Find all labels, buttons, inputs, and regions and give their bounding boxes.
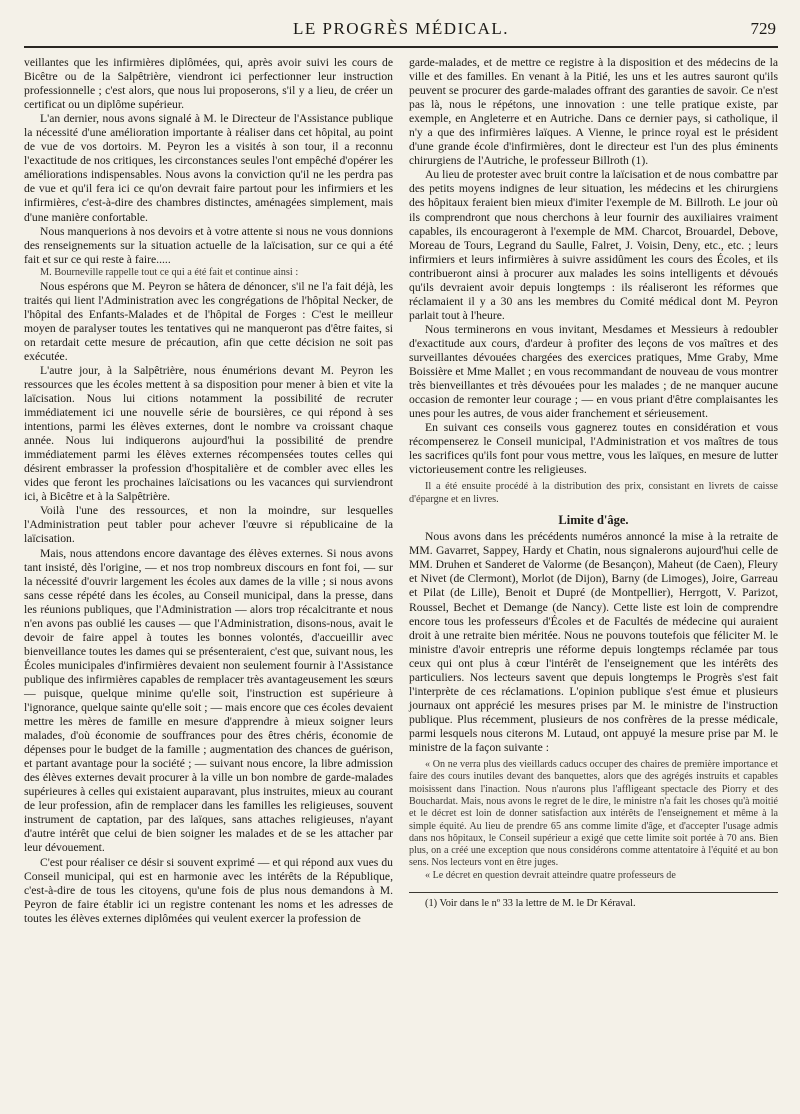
- article-paragraph: Nous terminerons en vous invitant, Mesdames et Messieurs à redoubler d'exactitude aux cours, d'ardeur à profiter des leçons de vos maîtres et des surveillantes dévouées chargées des exercices pratiques, Mme Graby, Mme Boissière et Mme Mallet ; en vous recommandant de nouveau de vous montrer très bienveillantes et très dévouées pour les malades ; de ne manquer aucune occasion de remonter leur courage ; — en vous priant d'être complaisantes les unes pour les autres, de vous aider franchement et sérieusement.: [409, 322, 778, 421]
- journal-title: LE PROGRÈS MÉDICAL.: [293, 19, 509, 38]
- article-paragraph: veillantes que les infirmières diplômées, qui, après avoir suivi les cours de Bicêtre ou de la Salpêtrière, viendront ici perfectionner leur instruction professionnelle ; c'est alors, que nous lui proposerons, s'il y a lieu, de créer un certificat ou un diplôme supérieur.: [24, 56, 393, 112]
- quoted-paragraph: « Le décret en question devrait atteindre quatre professeurs de: [425, 869, 676, 881]
- prize-note: Il a été ensuite procédé à la distribution des prix, consistant en livrets de caisse d'épargne et en livres.: [409, 481, 778, 506]
- editorial-note: M. Bourneville rappelle tout ce qui a été fait et continue ainsi :: [40, 266, 299, 278]
- article-paragraph: L'an dernier, nous avons signalé à M. le Directeur de l'Assistance publique la nécessité d'une amélioration importante à réaliser dans cet hôpital, au point de vue de vos dortoirs. M. Peyron les a visités à son tour, il a reconnu l'exactitude de nos critiques, les circonstances seules l'ont empêché d'opérer les améliorations indispensables. Nous avons la conviction qu'il ne les perdra pas de vue et qu'il fera ici ce qu'on devrait faire partout pour les infirmiers et les infirmières, c'est-à-dire des chambres distinctes, aménagées simplement, mais d'une manière confortable.: [24, 112, 393, 224]
- article-paragraph: Nous manquerions à nos devoirs et à votre attente si nous ne vous donnions des renseignements sur la situation actuelle de la laïcisation, sur ce qui a été fait et sur ce qui reste à faire.....: [24, 224, 393, 266]
- article-paragraph: En suivant ces conseils vous gagnerez toutes en considération et vous récompenserez le Conseil municipal, l'Administration et vos maîtres de tous les sacrifices qu'ils font pour vous mettre, vous les laïques, en mesure de lutter victorieusement contre les religieuses.: [409, 421, 778, 477]
- right-column: [409, 56, 778, 926]
- header-rule: [24, 46, 778, 48]
- article-paragraph: Nous avons dans les précédents numéros annoncé la mise à la retraite de MM. Gavarret, Sappey, Hardy et Chatin, nous signalerons aujourd'hui celle de MM. Druhen et Sanderet de Valorme (de Besançon), Maheut (de Caen), Fleury et Nivet (de Clermont), Morlot (de Dijon), Barny (de Limoges), Joire, Garreau et Pilat (de Lille), Benoit et Dupré (de Montpellier), Herrgott, V. Parizot, Roussel, Bechet et Demange (de Nancy). Cette liste est loin de comprendre encore tous les professeurs d'Écoles et de Facultés de médecine qui auraient droit à une retraite bien méritée. Nous ne pouvons toutefois que féliciter M. le ministre d'avoir entrepris une réforme depuis longtemps réclamée par tous ceux qui ont plus à cœur l'intérêt de l'enseignement que les intérêts des particuliers. Nos lecteurs savent que depuis longtemps le Progrès s'est fait l'interprète de ces réclamations. L'opinion publique s'est émue et plusieurs journaux ont apprécié les mesures prises par M. le ministre de l'instruction publique. Plus récemment, plusieurs de nos confrères de la presse médicale, parmi lesquels nous citerons M. Lutaud, ont appuyé la mesure prise par M. le ministre de la façon suivante :: [409, 530, 778, 754]
- page-header: [24, 14, 778, 48]
- article-paragraph: C'est pour réaliser ce désir si souvent exprimé — et qui répond aux vues du Conseil municipal, qui est en harmonie avec les intérêts de la République, c'est-à-dire de tous les citoyens, qu'une fois de plus nous demandons à M. Peyron de faire établir ici un registre contenant les noms et les adresses de toutes les élèves externes diplômées qui veulent exercer la profession de: [24, 855, 393, 925]
- page-number: 729: [750, 19, 776, 38]
- article-paragraph: Nous espérons que M. Peyron se hâtera de dénoncer, s'il ne l'a fait déjà, les traités qui lient l'Administration avec les congrégations de l'hôpital Necker, de l'hôpital des Enfants-Malades et de l'hôpital de Forges : C'est le meilleur moyen de paralyser toutes les tentatives qui ne manqueront pas d'être faites, si on retardait cette mesure de précaution, afin que cette décision ne soit pas exécutée.: [24, 279, 393, 363]
- article-paragraph: L'autre jour, à la Salpêtrière, nous énumérions devant M. Peyron les ressources que les écoles mettent à sa disposition pour mener à bien et vite la laïcisation. Nous lui citions notamment la possibilité de recruter immédiatement ici une nouvelle série de boursières, ce qui répond à ses intentions, parmi les élèves externes, dont le nombre va croissant chaque année. Nous lui indiquerons aujourd'hui la possibilité de prendre immédiatement parmi les élèves externes récompensées toutes celles qui désirent embrasser la profession d'hospitalière et de combler avec elles les vides que feront les prochaines laïcisations ou les vacances qui surviendront ici, à Bicêtre et à la Salpêtrière.: [24, 363, 393, 504]
- article-paragraph: Voilà l'une des ressources, et non la moindre, sur lesquelles l'Administration peut tabler pour achever l'œuvre si républicaine de la laïcisation.: [24, 504, 393, 546]
- left-column: [24, 56, 393, 926]
- quoted-paragraph: « On ne verra plus des vieillards caducs occuper des chaires de première importance et faire des cours inutiles devant des banquettes, alors que des agrégés instruits et capables moisissent dans l'inaction. Nous n'aurons plus l'affligeant spectacle des Piorry et des Bouchardat. Mais, nous avons le regret de le dire, le ministre n'a fait les choses qu'à moitié et le décret est loin de donner satisfaction aux intérêts de l'enseignement et même à la simple équité. Au lieu de prendre 65 ans comme limite d'âge, et d'accepter l'usage admis dans nos hôpitaux, le Conseil supérieur a exigé que cette limite soit portée à 70 ans. Bien plus, on a créé une exception que nous considérons comme attentatoire à l'équité et au bon sens. Nos lecteurs vont en être juges.: [409, 759, 778, 869]
- article-paragraph: Mais, nous attendons encore davantage des élèves externes. Si nous avons tant insisté, dès l'origine, — et nos trop nombreux discours en font foi, — sur la nécessité d'ouvrir largement les écoles aux dames de la ville ; si nous avons sans cesse répété dans les écoles, au Conseil municipal, dans la presse, dans les réunions publiques, que l'Administration — alors trop récalcitrante et nous n'en avons pas oublié les causes — que l'Administration, disons-nous, avait le devoir de faire appel à toutes les bonnes volontés, d'accueillir avec bienveillance toutes les dames qui se présenteraient, c'est que, suivant nous, les Écoles municipales d'infirmières devaient non seulement fournir à l'Assistance publique des infirmières capables de remplacer très avantageusement les sœurs — puisque, quelque minime qu'elle soit, l'instruction est supérieure à l'ignorance, quelque sainte qu'elle soit ; — mais encore que ces écoles devaient mettre les mères de famille en mesure d'apprendre à mieux soigner leurs malades, d'où économie de souffrances pour des êtres chéris, économie de dépenses pour le budget de la famille ; augmentation des chances de guérison, et partant avantage pour la société ; — suivant nous encore, la libre admission des élèves externes devait procurer à la ville un bon nombre de garde-malades supérieures à celles qui existaient auparavant, plus instruites, mieux au courant de leur profession, afin de remplacer dans les familles les religieuses, souvent instrument de captation, par des laïques, sans attaches religieuses, n'ayant d'autre intérêt que celui de bien soigner les malades et de se les attacher par leur dévouement.: [24, 546, 393, 855]
- section-title: Limite d'âge.: [558, 513, 629, 528]
- footnote-rule: [409, 892, 778, 893]
- footnote: (1) Voir dans le nº 33 la lettre de M. le Dr Kéraval.: [425, 897, 636, 909]
- two-column-body: [24, 56, 778, 926]
- article-paragraph: Au lieu de protester avec bruit contre la laïcisation et de nous combattre par des petits moyens indignes de leur situation, les médecins et les chirurgiens des hôpitaux feraient bien mieux d'imiter l'exemple de M. Billroth. Le jour où ils comprendront que nous cherchons à leur fournir des auxiliaires vraiment capables, ils encourageront à l'exemple de MM. Charcot, Brouardel, Debove, Moreau de Tours, Legrand du Saulle, Falret, J. Voisin, Deny, etc., etc. ; leurs infirmiers et leurs infirmières à suivre assidûment les cours des Écoles, et ils contribueront ainsi à procurer aux malades les soins intelligents et dévoués qu'ils devraient avoir depuis longtemps : ils réaliseront les réformes que réclamaient il y a 30 ans les membres du Comité médical dont M. Peyron parlait tout à l'heure.: [409, 168, 778, 322]
- article-paragraph: garde-malades, et de mettre ce registre à la disposition et des médecins de la ville et des familles. En venant à la Pitié, les uns et les autres sauront qu'ils peuvent se procurer des garde-malades offrant des garanties de savoir. Ce n'est pas là, nous le répétons, une innovation : une telle pratique existe, par exemple, en Angleterre et en Autriche. Dans ce dernier pays, si catholique, il n'y a que des infirmières laïques. A Vienne, le prince royal est le président d'une grande école d'infirmières, dont le directeur est l'un des plus éminents chirurgiens de l'Autriche, le professeur Billroth (1).: [409, 56, 778, 168]
